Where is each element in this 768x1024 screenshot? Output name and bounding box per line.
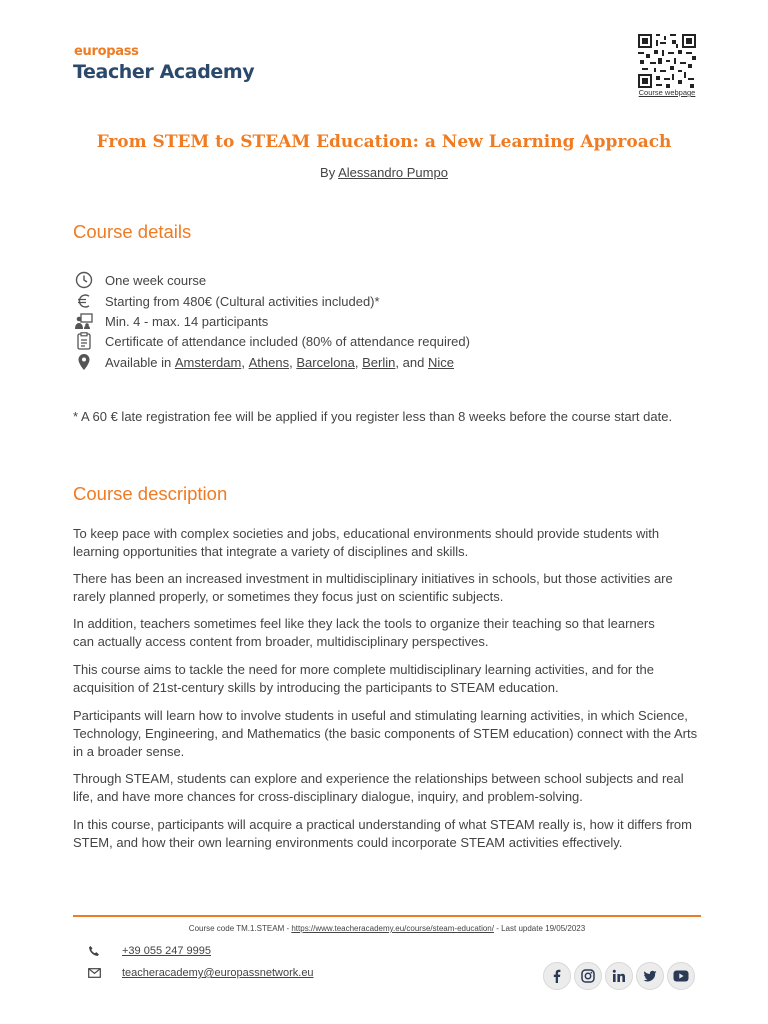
detail-price [73,291,380,311]
separator: , [354,354,359,370]
page-title: From STEM to STEAM Education: a New Learning Approach [96,132,672,152]
description-paragraph-3: In addition, teachers sometimes feel like they lack the tools to organize their teaching so that learners can actually access content from broader, multidisciplinary perspectives. [73,616,655,649]
detail-text: One week course [105,272,207,288]
youtube-icon[interactable] [667,962,695,990]
certificate-icon [73,332,95,350]
course-code: Course code TM.1.STEAM - [188,924,290,933]
instagram-icon[interactable] [574,962,602,990]
linkedin-icon[interactable] [605,962,633,990]
byline [0,165,768,180]
last-update: - Last update 19/05/2023 [496,924,586,933]
envelope-icon [88,968,102,978]
course-details-heading: Course details [73,221,192,242]
and-text: and [402,354,425,370]
detail-text: Min. 4 - max. 14 participants [105,313,269,329]
qr-label[interactable]: Course webpage [638,88,696,97]
map-pin-icon [73,353,95,371]
email-link[interactable]: teacheracademy@europassnetwork.eu [122,967,314,979]
detail-text: Starting from 480€ (Cultural activities included)* [105,293,380,309]
detail-text: Certificate of attendance included (80% of attendance required) [105,333,470,349]
locations-prefix: Available in [105,354,172,370]
contact-phone [88,945,211,957]
detail-participants [73,311,268,331]
city-link-nice[interactable]: Nice [427,354,454,370]
phone-link[interactable]: +39 055 247 9995 [122,945,212,957]
footer-divider [73,915,701,917]
logo-europass: europass [74,44,139,59]
city-link-athens[interactable]: Athens [248,354,290,370]
separator: , [289,354,293,370]
description-paragraph-1: To keep pace with complex societies and jobs, educational environments should provide students with learning opportunities that integrate a variety of disciplines and skills. [73,526,660,559]
late-fee-note: * A 60 € late registration fee will be applied if you register less than 8 weeks before the course start date. [73,409,673,424]
phone-icon [88,945,102,957]
detail-certificate [73,331,470,351]
detail-duration [73,270,206,290]
course-description-heading: Course description [73,483,228,504]
facebook-icon[interactable] [543,962,571,990]
detail-locations [73,352,454,372]
contact-email [88,967,314,979]
euro-icon [73,292,95,310]
course-url-link[interactable]: https://www.teacheracademy.eu/course/steam-education/ [291,924,494,933]
city-link-berlin[interactable]: Berlin [362,354,396,370]
city-link-barcelona[interactable]: Barcelona [296,354,355,370]
separator: , [395,354,400,370]
description-paragraph-4: This course aims to tackle the need for more complete multidisciplinary learning activities, and for the acquisition of 21st-century skills by introducing the participants to STEAM education. [73,662,654,695]
logo-teacher-academy: Teacher Academy [73,61,255,83]
footer-course-info [73,924,701,933]
description-paragraph-6: Through STEAM, students can explore and experience the relationships between school subjects and real life, and have more chances for cross-disciplinary dialogue, inquiry, and problem-solving. [73,771,684,804]
author-link[interactable]: Alessandro Pumpo [338,165,448,180]
description-paragraph-5: Participants will learn how to involve students in useful and stimulating learning activities, in which Science, Technology, Engineering, and Mathematics (the basic components of STEM education) connect with the Arts in a broader sense. [73,708,698,759]
social-links [543,962,695,990]
description-paragraph-7: In this course, participants will acquire a practical understanding of what STEAM really is, how it differs from STEM, and how their own learning environments could incorporate STEAM activities effectively. [73,817,692,850]
separator: , [241,354,245,370]
clock-icon [73,271,95,289]
byline-prefix: By [320,165,336,180]
city-link-amsterdam[interactable]: Amsterdam [174,354,242,370]
participants-icon [73,312,95,330]
description-paragraph-2: There has been an increased investment in multidisciplinary initiatives in schools, but those activities are rarely planned properly, or sometimes they focus just on scientific subjects. [73,571,673,604]
twitter-icon[interactable] [636,962,664,990]
qr-code-icon[interactable] [638,34,696,88]
